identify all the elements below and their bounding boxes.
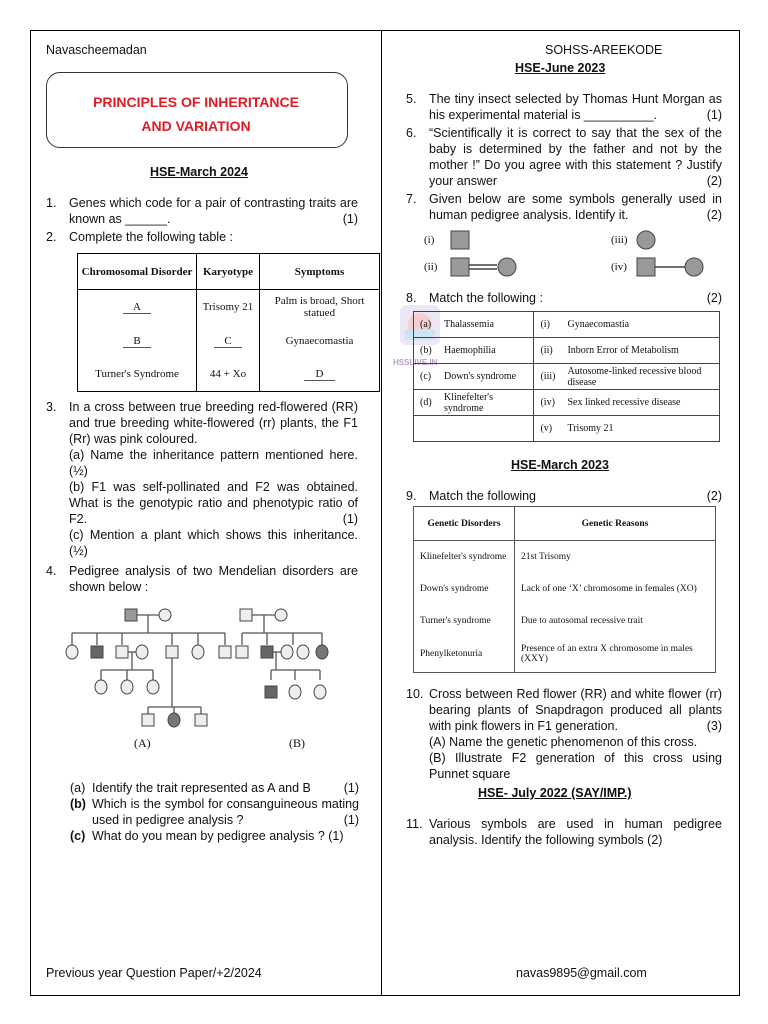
question-marks: (2)	[706, 489, 722, 503]
question-number: 5.	[406, 92, 417, 106]
table-cell: B	[123, 335, 150, 348]
table-cell: Klinefelter's syndrome	[438, 390, 534, 416]
section-heading-march-2024: HSE-March 2024	[150, 165, 248, 179]
table-row	[414, 312, 720, 338]
question-2	[46, 229, 358, 247]
table-header: Karyotype	[197, 254, 260, 290]
title-box	[46, 72, 348, 148]
question-text: The tiny insect selected by Thomas Hunt Morgan as his experimental material is __________.	[429, 92, 722, 122]
header-left: Navascheemadan	[46, 43, 147, 57]
question-text: Match the following :	[429, 291, 543, 305]
question-1	[46, 195, 358, 229]
table-cell: (c)	[414, 364, 439, 390]
subpart-c: What do you mean by pedigree analysis ?	[92, 829, 325, 843]
table-cell: Phenylketonuria	[414, 637, 515, 673]
question-11	[406, 816, 722, 866]
table-cell: D	[304, 368, 336, 381]
footer-left: Previous year Question Paper/+2/2024	[46, 966, 262, 980]
question-3	[46, 399, 358, 564]
question-number: 9.	[406, 489, 417, 503]
table-row	[414, 416, 720, 442]
table-cell	[414, 416, 439, 442]
subpart-marks: (1)	[328, 829, 344, 843]
table-cell: Down's syndrome	[438, 364, 534, 390]
table-header: Genetic Reasons	[515, 507, 716, 541]
match-table-q9	[413, 506, 716, 673]
symbol-label: (iv)	[611, 261, 627, 273]
female-symbol-icon	[637, 231, 655, 249]
question-marks: (2)	[706, 291, 722, 305]
question-number: 10.	[406, 687, 424, 701]
question-part-c: (c) Mention a plant which shows this inheritance. (½)	[69, 528, 358, 558]
question-number: 11.	[406, 817, 423, 831]
table-cell: (v)	[534, 416, 562, 442]
subpart-label: (a)	[70, 781, 86, 795]
subpart-marks: (1)	[343, 781, 359, 795]
question-7	[406, 191, 722, 225]
question-text: Match the following	[429, 489, 537, 503]
table-cell: (d)	[414, 390, 439, 416]
question-marks: (2)	[647, 833, 663, 847]
question-marks: (2)	[706, 208, 722, 222]
table-cell: Klinefelter's syndrome	[414, 541, 515, 573]
question-number: 1.	[46, 196, 57, 210]
question-4-subparts	[70, 780, 359, 860]
pedigree-charts	[60, 600, 350, 770]
table-cell: C	[214, 335, 241, 348]
table-row	[414, 390, 720, 416]
table-cell: A	[123, 301, 151, 314]
table-row	[414, 338, 720, 364]
question-text: In a cross between true breeding red-flowered (RR) and true breeding white-flowered (rr) plants, the F1 (Rr) was pink coloured.	[69, 400, 358, 446]
table-header: Genetic Disorders	[414, 507, 515, 541]
table-row	[78, 290, 380, 324]
question-8	[406, 290, 722, 308]
question-number: 6.	[406, 126, 417, 140]
table-cell: Inborn Error of Metabolism	[561, 338, 719, 364]
table-cell: 21st Trisomy	[521, 551, 571, 562]
table-cell: Turner's Syndrome	[78, 358, 197, 392]
table-cell: Haemophilia	[438, 338, 534, 364]
title-line-2: AND VARIATION	[141, 118, 251, 134]
mating-female-icon	[685, 258, 703, 276]
symbol-label: (i)	[424, 234, 435, 246]
question-text: Given below are some symbols generally used in human pedigree analysis. Identify it.	[429, 192, 722, 222]
table-cell: 44 + Xo	[197, 358, 260, 392]
question-part-a: (a) Name the inheritance pattern mentioned here. (½)	[69, 448, 358, 478]
column-divider	[381, 30, 382, 996]
table-cell: Trisomy 21	[197, 290, 260, 324]
table-row	[414, 541, 716, 573]
table-row	[414, 637, 716, 673]
subpart-marks: (1)	[343, 813, 359, 827]
table-row	[414, 364, 720, 390]
table-row	[78, 324, 380, 358]
question-text: “Scientifically it is correct to say that the sex of the baby is determined by the father and not by the mother !” Do you agree with this statement ? Justify your answer	[429, 126, 722, 188]
title-line-1: PRINCIPLES OF INHERITANCE	[93, 94, 299, 110]
question-number: 4.	[46, 564, 57, 578]
table-cell: Turner's syndrome	[414, 605, 515, 637]
table-row	[414, 573, 716, 605]
table-cell: Down's syndrome	[414, 573, 515, 605]
question-10	[406, 686, 722, 786]
table-cell: (a)	[414, 312, 439, 338]
table-cell: Palm is broad, Short statued	[274, 294, 365, 319]
question-part-b: (B) Illustrate F2 generation of this cross using Punnet square	[429, 751, 722, 781]
subpart-a: Identify the trait represented as A and B	[92, 781, 311, 795]
section-heading-march-2023: HSE-March 2023	[511, 458, 609, 472]
table-cell: Trisomy 21	[561, 416, 719, 442]
table-cell: Autosome-linked recessive blood disease	[561, 364, 719, 390]
question-4	[46, 563, 358, 597]
question-text: Various symbols are used in human pedigree analysis. Identify the following symbols	[429, 817, 722, 847]
pedigree-label-a: (A)	[134, 736, 151, 750]
section-heading-june-2023: HSE-June 2023	[515, 61, 606, 75]
section-heading-july-2022: HSE- July 2022 (SAY/IMP.)	[478, 786, 632, 800]
question-number: 2.	[46, 230, 57, 244]
table-cell: Gynaecomastia	[561, 312, 719, 338]
pedigree-label-b: (B)	[289, 736, 305, 750]
question-text: Pedigree analysis of two Mendelian disorders are shown below :	[69, 564, 358, 594]
question-6	[406, 125, 722, 191]
table-cell: (b)	[414, 338, 439, 364]
subpart-label: (c)	[70, 829, 86, 843]
question-part-b: (b) F1 was self-pollinated and F2 was obtained. What is the genotypic ratio and phenotypic ratio of F2.	[69, 480, 358, 526]
question-9	[406, 488, 722, 506]
symbol-label: (iii)	[611, 234, 628, 246]
footer-email: navas9895@gmail.com	[516, 966, 647, 980]
mating-female-icon	[498, 258, 516, 276]
question-number: 8.	[406, 291, 417, 305]
table-cell: Gynaecomastia	[285, 334, 354, 347]
mating-male-icon	[637, 258, 655, 276]
table-header: Chromosomal Disorder	[78, 254, 197, 290]
table-cell: Due to autosomal recessive trait	[521, 615, 643, 626]
table-cell: (i)	[534, 312, 562, 338]
mating-male-icon	[451, 258, 469, 276]
table-cell: (iii)	[534, 364, 562, 390]
table-cell: (ii)	[534, 338, 562, 364]
question-marks: (3)	[706, 719, 722, 733]
question-marks: (1)	[706, 108, 722, 122]
table-cell: Thalassemia	[438, 312, 534, 338]
question-text: Complete the following table :	[69, 230, 233, 244]
table-cell: (iv)	[534, 390, 562, 416]
symbol-label: (ii)	[424, 261, 438, 273]
question-marks: (1)	[342, 212, 358, 226]
subpart-b: Which is the symbol for consanguineous mating used in pedigree analysis ?	[92, 797, 359, 827]
question-marks: (1)	[342, 512, 358, 526]
question-marks: (2)	[706, 174, 722, 188]
table-row	[414, 605, 716, 637]
disorder-table	[77, 253, 380, 392]
table-cell: Presence of an extra X chromosome in males (XXY)	[521, 644, 693, 665]
table-row	[78, 358, 380, 392]
watermark-text: HSSLIVE.IN	[393, 358, 438, 367]
question-part-a: (A) Name the genetic phenomenon of this cross.	[429, 735, 698, 749]
pedigree-symbols	[440, 228, 710, 283]
header-right: SOHSS-AREEKODE	[545, 43, 663, 57]
question-text: Genes which code for a pair of contrasting traits are known as ______.	[69, 196, 358, 226]
male-symbol-icon	[451, 231, 469, 249]
table-cell: Lack of one ‘X’ chromosome in females (XO)	[521, 583, 697, 594]
table-cell: Sex linked recessive disease	[561, 390, 719, 416]
table-header: Symptoms	[294, 265, 345, 278]
question-5	[406, 91, 722, 125]
question-number: 3.	[46, 400, 57, 414]
subpart-label: (b)	[70, 797, 86, 811]
table-cell	[438, 416, 534, 442]
match-table-q8	[413, 311, 720, 442]
question-text: Cross between Red flower (RR) and white flower (rr) bearing plants of Snapdragon produced all plants with pink flowers in F1 generation.	[429, 687, 722, 733]
question-number: 7.	[406, 192, 417, 206]
